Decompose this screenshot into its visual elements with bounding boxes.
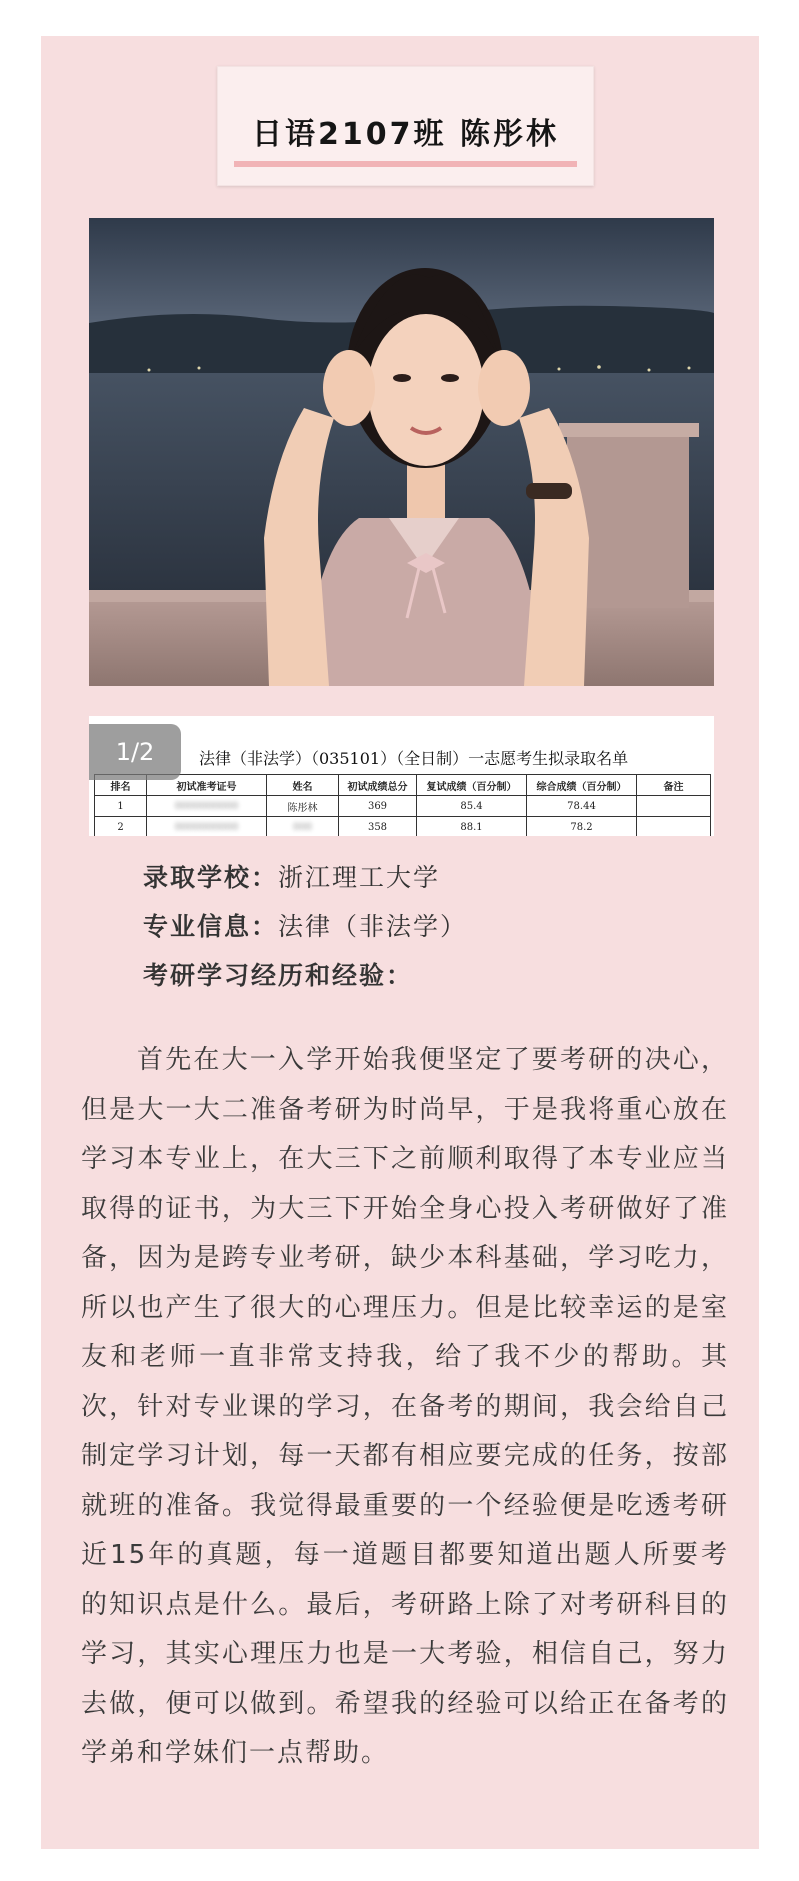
admission-list-title: 法律（非法学）（035101）（全日制）一志愿考生拟录取名单 (199, 749, 629, 768)
page-title: 日语2107班 陈彤林 (252, 117, 559, 152)
major-value: 法律（非法学） (278, 912, 468, 941)
table-row (95, 796, 711, 817)
experience-article (81, 1036, 729, 1779)
column-header: 初试准考证号 (147, 775, 267, 796)
table-cell: 358 (339, 817, 417, 837)
table-row (95, 817, 711, 837)
table-cell: 78.44 (527, 796, 637, 817)
table-cell: 1 (95, 796, 147, 817)
experience-paragraph: 首先在大一入学开始我便坚定了要考研的决心，但是大一大二准备考研为时尚早，于是我将重心放在学习本专业上，在大三下之前顺利取得了本专业应当取得的证书，为大三下开始全身心投入考研做好了准备，因为是跨专业考研，缺少本科基础，学习吃力，所以也产生了很大的心理压力。但是比较幸运的是室友和老师一直非常支持我，给了我不少的帮助。其次，针对专业课的学习，在备考的期间，我会给自己制定学习计划，每一天都有相应要完成的任务，按部就班的准备。我觉得最重要的一个经验便是吃透考研近15年的真题，每一道题目都要知道出题人所要考的知识点是什么。最后，考研路上除了对考研科目的学习，其实心理压力也是一大考验，相信自己，努力去做，便可以做到。希望我的经验可以给正在备考的学弟和学妹们一点帮助。 (81, 1045, 729, 1768)
photo-illustration (89, 218, 714, 686)
table-cell: 陈彤林 (267, 796, 339, 817)
major-label: 专业信息： (143, 912, 279, 941)
school-info (143, 858, 440, 894)
table-cell-blurred: 0000000000 (147, 796, 267, 817)
column-header: 综合成绩（百分制） (527, 775, 637, 796)
title-banner (217, 66, 594, 186)
table-header-row (95, 775, 711, 796)
experience-heading (143, 956, 413, 992)
content-card (41, 36, 759, 1849)
column-header: 备注 (637, 775, 711, 796)
title-underline (234, 161, 577, 167)
column-header: 排名 (95, 775, 147, 796)
table-cell: 369 (339, 796, 417, 817)
admission-list-image[interactable] (89, 716, 714, 836)
table-cell (637, 817, 711, 837)
student-photo[interactable] (89, 218, 714, 686)
column-header: 姓名 (267, 775, 339, 796)
table-cell: 78.2 (527, 817, 637, 837)
experience-label: 考研学习经历和经验： (143, 961, 414, 990)
table-cell (637, 796, 711, 817)
school-label: 录取学校： (143, 863, 279, 892)
major-info (143, 907, 467, 943)
column-header: 复试成绩（百分制） (417, 775, 527, 796)
table-cell: 88.1 (417, 817, 527, 837)
table-cell-blurred: 0000000000 (147, 817, 267, 837)
table-cell: 2 (95, 817, 147, 837)
table-cell: 85.4 (417, 796, 527, 817)
table-cell-blurred: 000 (267, 817, 339, 837)
image-page-indicator[interactable]: 1/2 (89, 724, 181, 780)
admission-table (94, 774, 711, 836)
school-value: 浙江理工大学 (278, 863, 441, 892)
column-header: 初试成绩总分 (339, 775, 417, 796)
